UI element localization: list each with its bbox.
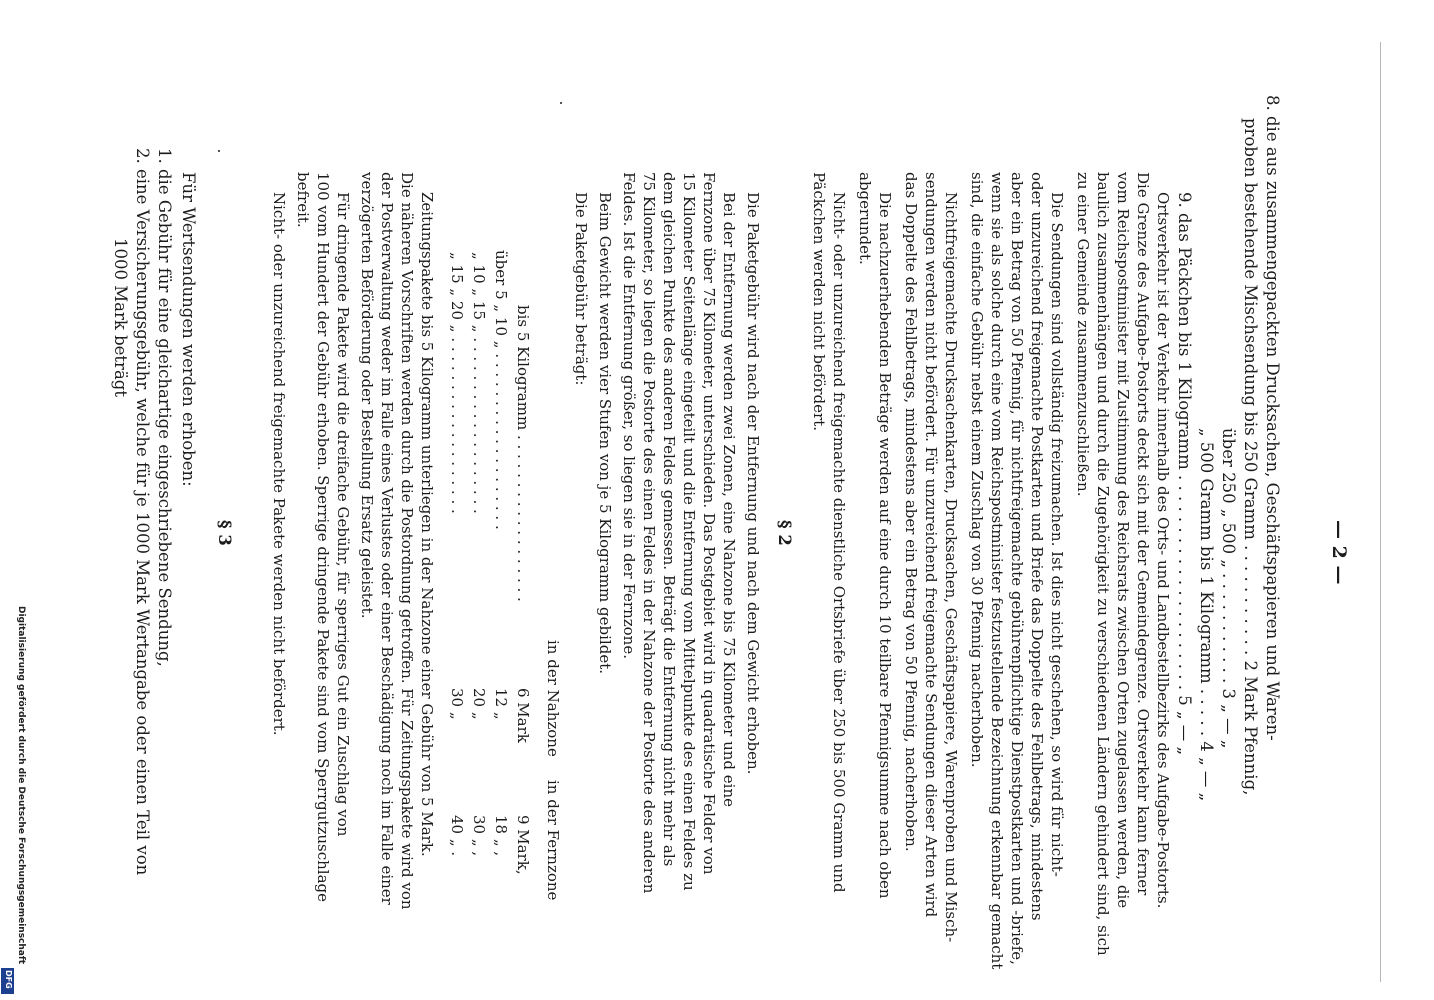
section-heading: § 3 (215, 520, 234, 546)
table-cell-fernzone: 30 „ , (470, 815, 488, 857)
text-line: Päckchen werden nicht befördert. (810, 172, 828, 432)
table-row-label: „ 15 „ 20 „ . . . . . . . . . . . . . . . . . . . (448, 252, 466, 514)
text-line: Ortsverkehr ist der Verkehr innerhalb des Orts- und Landbestellbezirks des Aufgabe-Postorts. (1154, 192, 1172, 909)
digitization-credit: Digitalisierung gefördert durch die Deutsche Forschungsgemeinschaft (16, 606, 26, 965)
table-cell-fernzone: 18 „ , (492, 815, 510, 857)
text-line: vom Reichspostminister mit Zustimmung des Reichsrats zwischen Orten zugelassen werden, die (1114, 172, 1132, 909)
text-line: 9. das Päckchen bis 1 Kilogramm . . . . . . . . . . . . . . . . . . . . . 5 „ — „ (1175, 192, 1194, 756)
text-line: wenn sie als solche durch eine vom Reichspostminister festzustellende Bezeichnung erkennbar gemacht (988, 172, 1006, 970)
text-line: proben bestehende Mischsendung bis 250 Gramm . . . . . . . . . . . 2 Mark Pfennig, (1241, 118, 1260, 796)
text-line: 100 vom Hundert der Gebühr erhoben. Sperrige dringende Pakete sind vom Sperrgutzuschlage (314, 172, 332, 903)
text-line: Für Wertsendungen werden erhoben: (179, 172, 198, 487)
dfg-logo: DFG (1, 968, 14, 994)
text-line: 2. eine Versicherungsgebühr, welche für je 1000 Mark Wertangabe oder einen Teil von (133, 148, 152, 876)
text-line: verzögerten Beförderung oder Bestellung Ersatz geleistet. (358, 172, 376, 619)
text-line: Nicht- oder unzureichend freigemachte dienstliche Ortsbriefe über 250 bis 500 Gramm und (830, 192, 848, 893)
text-line: Bei der Entfernung werden zwei Zonen, eine Nahzone bis 75 Kilometer und eine (720, 192, 738, 807)
table-row-label: über 5 „ 10 „ . . . . . . . . . . . . . . . . . . . (492, 250, 510, 530)
text-line: oder unzureichend freigemachte Postkarten und Briefe das Doppelte des Fehlbetrags, mindestens (1028, 172, 1046, 921)
scan-artifact (560, 102, 562, 104)
text-line: zu einer Gemeinde zusammenzuschließen. (1074, 172, 1092, 497)
table-header-nahzone: in der Nahzone (544, 640, 562, 757)
table-row-label: „ 10 „ 15 „ . . . . . . . . . . . . . . . . . . . (470, 252, 488, 514)
text-line: 1000 Mark beträgt (111, 238, 130, 397)
text-line: Die Paketgebühr beträgt: (572, 192, 590, 386)
page-edge (1380, 42, 1381, 982)
text-line: Nichtfreigemachte Drucksachenkarten, Drucksachen, Geschäftspapiere, Warenproben und Misch- (942, 192, 960, 943)
table-cell-nahzone: 6 Mark (514, 688, 532, 743)
text-line: abgerundet. (856, 172, 874, 265)
table-cell-nahzone: 20 „ (470, 688, 488, 720)
text-line: Die Grenze des Aufgabe-Postorts deckt sich mit der Gemeindegrenze. Ortsverkehr kann ferner (1134, 172, 1152, 896)
text-line: Die näheren Vorschriften werden durch die Postordnung getroffen. Für Zeitungspakete wird von (398, 172, 416, 910)
text-line: sendungen werden nicht befördert. Für unzureichend freigemachte Sendungen dieser Arten wird (922, 172, 940, 918)
text-line: Fernzone über 75 Kilometer, unterschieden. Das Postgebiet wird in quadratische Felder von (700, 172, 718, 875)
text-line: Die nachzuerhebenden Beträge werden auf eine durch 10 teilbare Pfennigsumme nach oben (876, 192, 894, 899)
section-heading: § 2 (775, 520, 794, 546)
text-line: Zeitungspakete bis 5 Kilogramm unterliegen in der Nahzone einer Gebühr von 5 Mark. (418, 192, 436, 857)
text-line: aber ein Betrag von 50 Pfennig, für nichtfreigemachte gebührenpflichtige Dienstpostkarten und -briefe, (1008, 172, 1026, 965)
text-line: 8. die aus zusammengepackten Drucksachen, Geschäftspapieren und Waren- (1263, 95, 1282, 741)
text-line: „ 500 Gramm bis 1 Kilogramm . . . . . 4 „ — „ (1197, 428, 1216, 802)
text-line: dem gleichen Punkte des anderen Feldes gemessen. Beträgt die Entfernung nicht mehr als (660, 172, 678, 867)
text-line: Nicht- oder unzureichend freigemachte Pakete werden nicht befördert. (270, 192, 288, 736)
text-line: 1. die Gebühr für eine gleichartige eingeschriebene Sendung, (155, 148, 174, 667)
text-line: Feldes. Ist die Entfernung größer, so liegen sie in der Fernzone. (620, 172, 638, 659)
text-line: Beim Gewicht werden vier Stufen von je 5 Kilogramm gebildet. (596, 192, 614, 674)
text-line: das Doppelte des Fehlbetrags, mindestens aber ein Betrag von 50 Pfennig, nacherhoben. (902, 172, 920, 852)
text-line: der Postverwaltung weder im Falle eines Verlustes oder einer Beschädigung noch im Falle einer (378, 172, 396, 905)
table-header-fernzone: in der Fernzone (544, 780, 562, 901)
text-line: sind, die einfache Gebühr nebst einem Zuschlag von 30 Pfennig nacherhoben. (968, 172, 986, 768)
table-cell-fernzone: 40 „ . (448, 815, 466, 857)
text-line: 15 Kilometer Seitenlänge eingeteilt und die Entfernung vom Mittelpunkte des einen Feldes zu (680, 172, 698, 891)
text-line: baulich zusammenhängen und durch die Zugehörigkeit zu verschiedenen Ländern gehindert sind, sich (1094, 172, 1112, 956)
table-cell-fernzone: 9 Mark, (514, 815, 532, 875)
page-number: — 2 — (1328, 520, 1350, 585)
table-cell-nahzone: 30 „ (448, 688, 466, 720)
text-line: Für dringende Pakete wird die dreifache Gebühr, für sperriges Gut ein Zuschlag von (334, 192, 352, 837)
scan-artifact (218, 150, 220, 152)
text-line: Die Paketgebühr wird nach der Entfernung und nach dem Gewicht erhoben. (744, 192, 762, 775)
text-line: über 250 „ 500 „ . . . . . . . . . . . 3 „ — „ (1219, 428, 1238, 749)
text-line: befreit. (294, 172, 312, 228)
table-row-label: bis 5 Kilogramm . . . . . . . . . . . . . . . . . . (514, 305, 532, 602)
table-cell-nahzone: 12 „ (492, 688, 510, 720)
text-line: 75 Kilometer, so liegen die Postorte des einen Feldes in der Nahzone der Postorte des anderen (640, 172, 658, 894)
text-line: Die Sendungen sind vollständig freizumachen. Ist dies nicht geschehen, so wird für nicht- (1048, 192, 1066, 877)
